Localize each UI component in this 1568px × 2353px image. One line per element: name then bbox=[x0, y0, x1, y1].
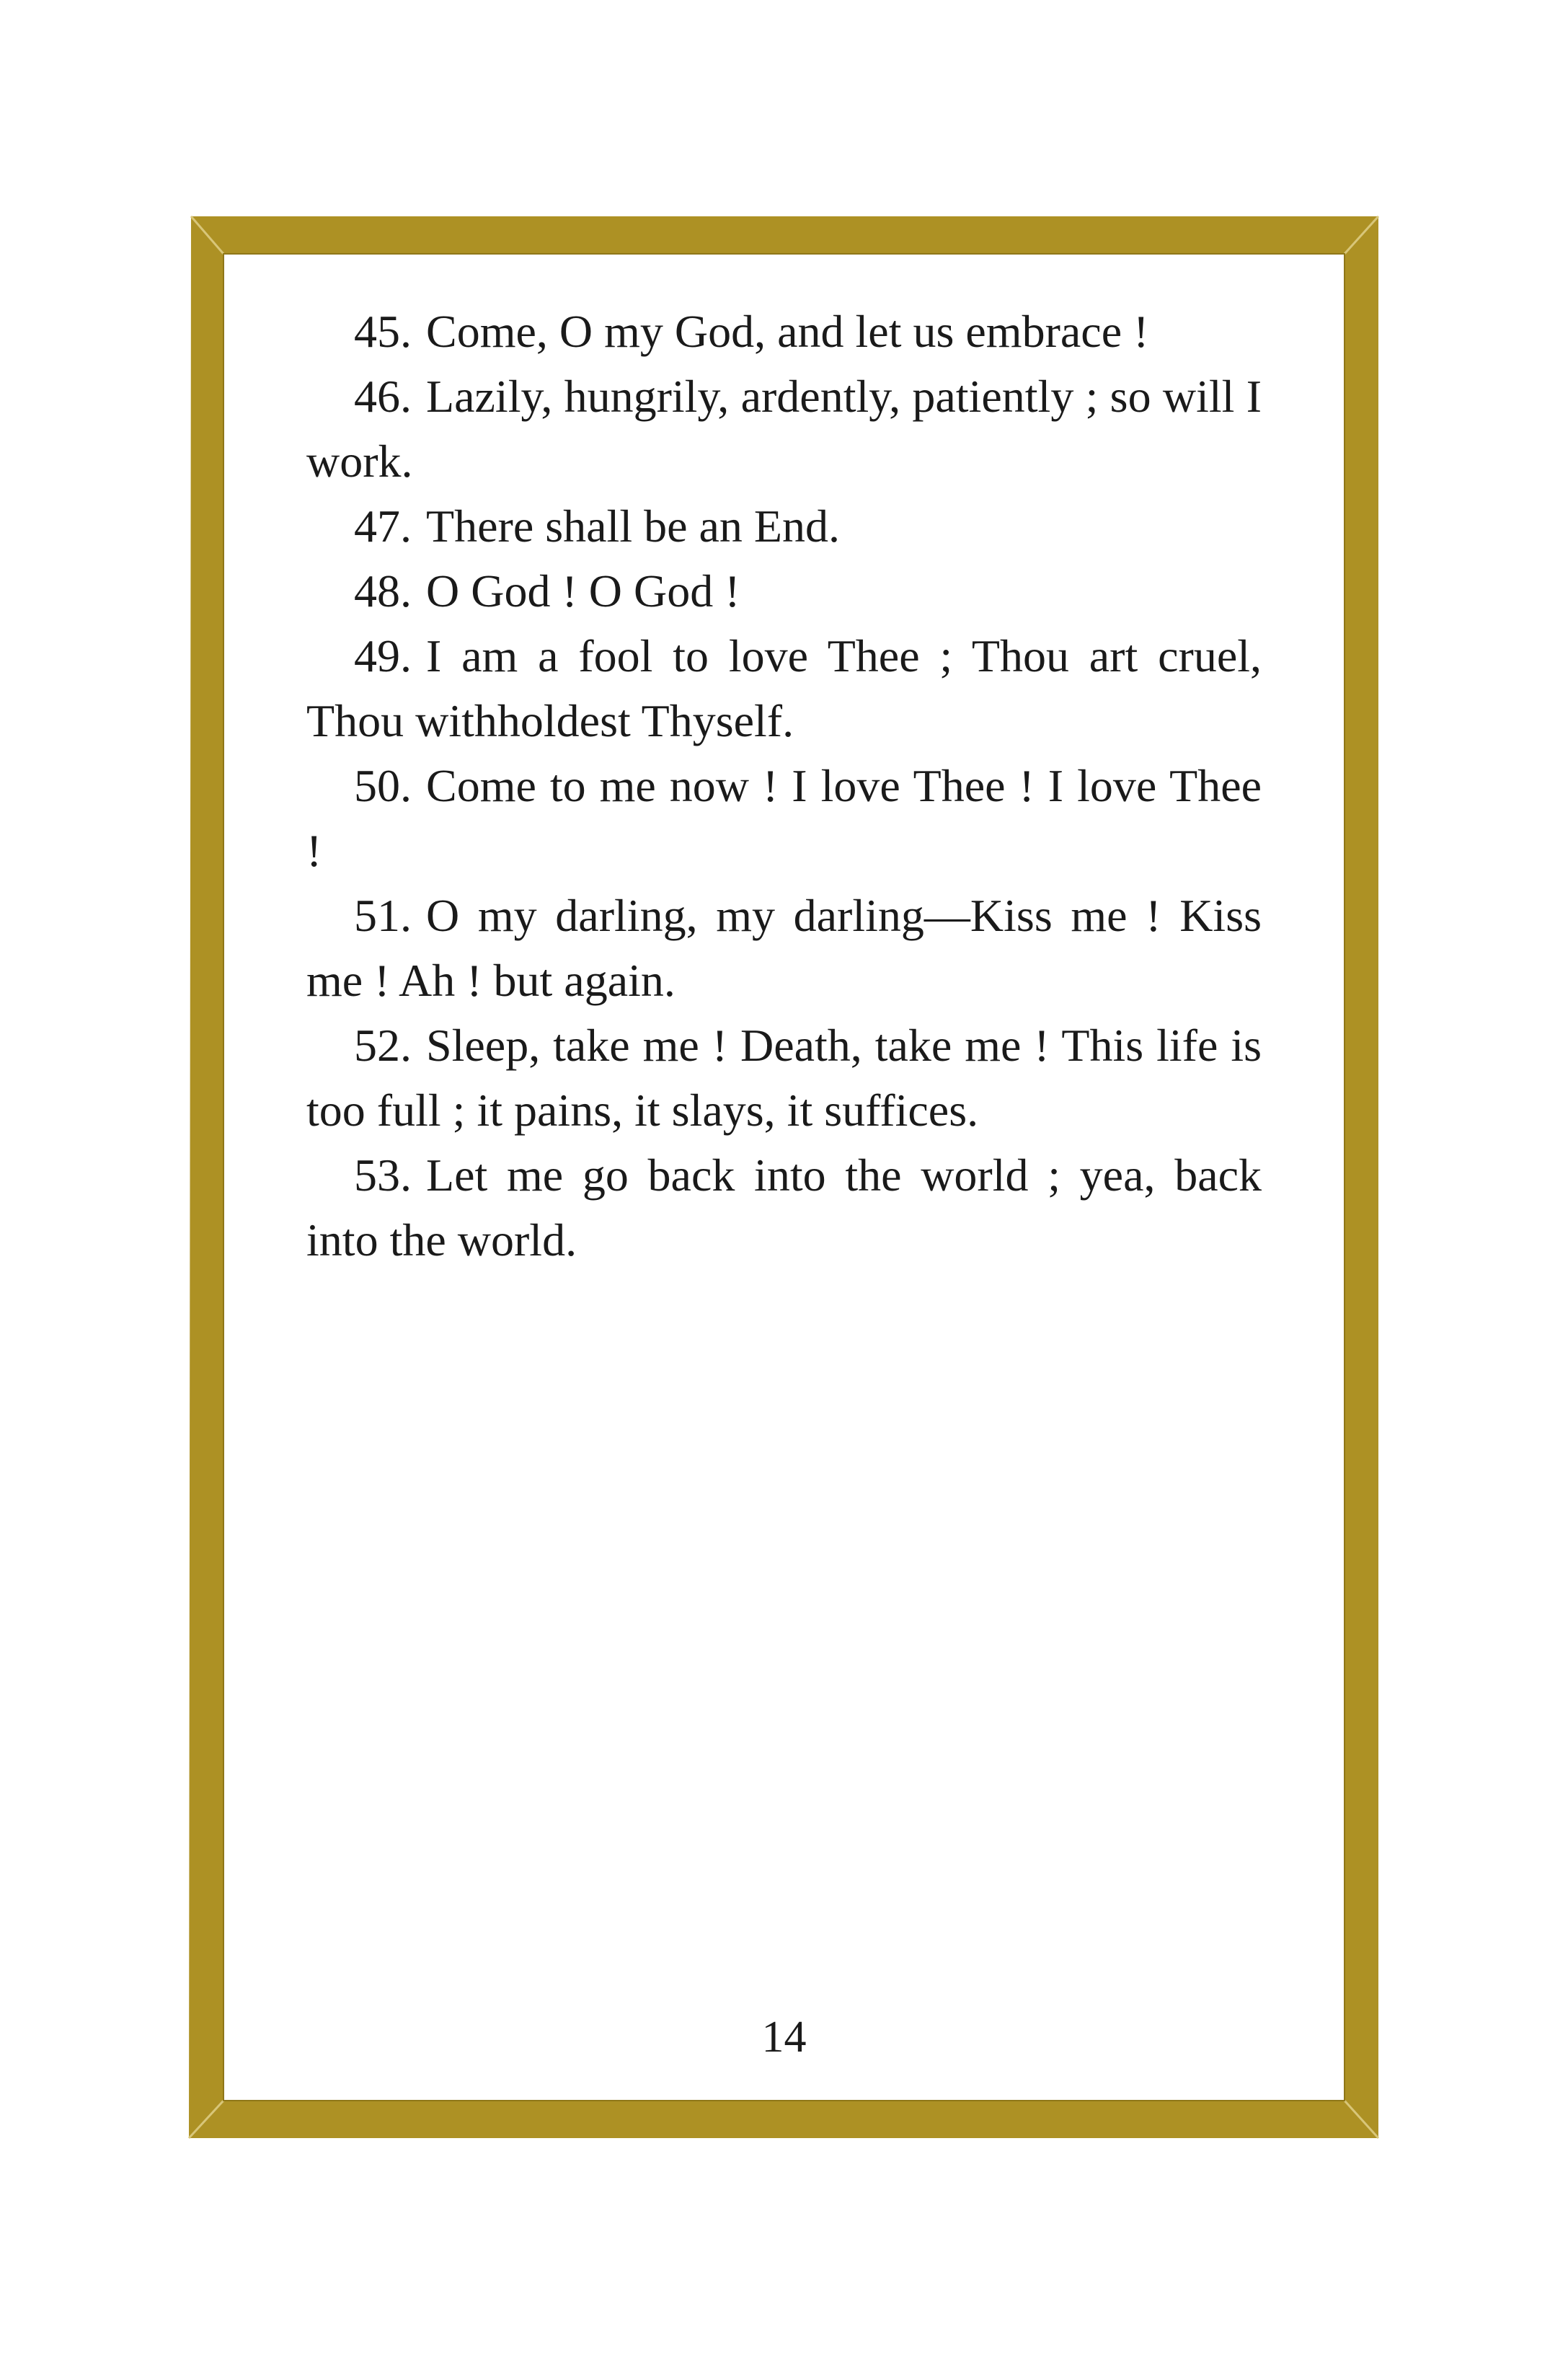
verse-text: O my darling, my darling—Kiss me ! Kiss me ! Ah ! but again. bbox=[306, 890, 1262, 1006]
verse-number: 51. bbox=[354, 890, 412, 941]
verse-number: 50. bbox=[354, 760, 412, 811]
verse-number: 52. bbox=[354, 1020, 412, 1071]
verse-number: 46. bbox=[354, 371, 412, 422]
verse-number: 45. bbox=[354, 306, 412, 357]
verse-47 bbox=[306, 494, 1262, 559]
page-number: 14 bbox=[761, 2013, 807, 2062]
verse-number: 53. bbox=[354, 1149, 412, 1201]
verse-number: 49. bbox=[354, 630, 412, 681]
verse-text: Sleep, take me ! Death, take me ! This life is too full ; it pains, it slays, it suffices. bbox=[306, 1020, 1262, 1136]
verse-text: Come to me now ! I love Thee ! I love Thee ! bbox=[306, 760, 1262, 876]
verse-number: 48. bbox=[354, 565, 412, 617]
verse-50 bbox=[306, 754, 1262, 883]
verse-text: Let me go back into the world ; yea, back into the world. bbox=[306, 1149, 1262, 1266]
verse-51 bbox=[306, 883, 1262, 1013]
verse-number: 47. bbox=[354, 500, 412, 552]
verse-52 bbox=[306, 1013, 1262, 1143]
verse-53 bbox=[306, 1143, 1262, 1273]
verse-list bbox=[306, 299, 1262, 1273]
verse-48 bbox=[306, 559, 1262, 624]
verse-text: I am a fool to love Thee ; Thou art cruel, Thou withholdest Thyself. bbox=[306, 630, 1262, 746]
verse-46 bbox=[306, 364, 1262, 494]
verse-49 bbox=[306, 624, 1262, 754]
verse-text: O God ! O God ! bbox=[426, 565, 740, 617]
verse-text: Come, O my God, and let us embrace ! bbox=[426, 306, 1149, 357]
verse-text: Lazily, hungrily, ardently, patiently ; so will I work. bbox=[306, 371, 1262, 487]
verse-45 bbox=[306, 299, 1262, 364]
verse-text: There shall be an End. bbox=[426, 500, 840, 552]
